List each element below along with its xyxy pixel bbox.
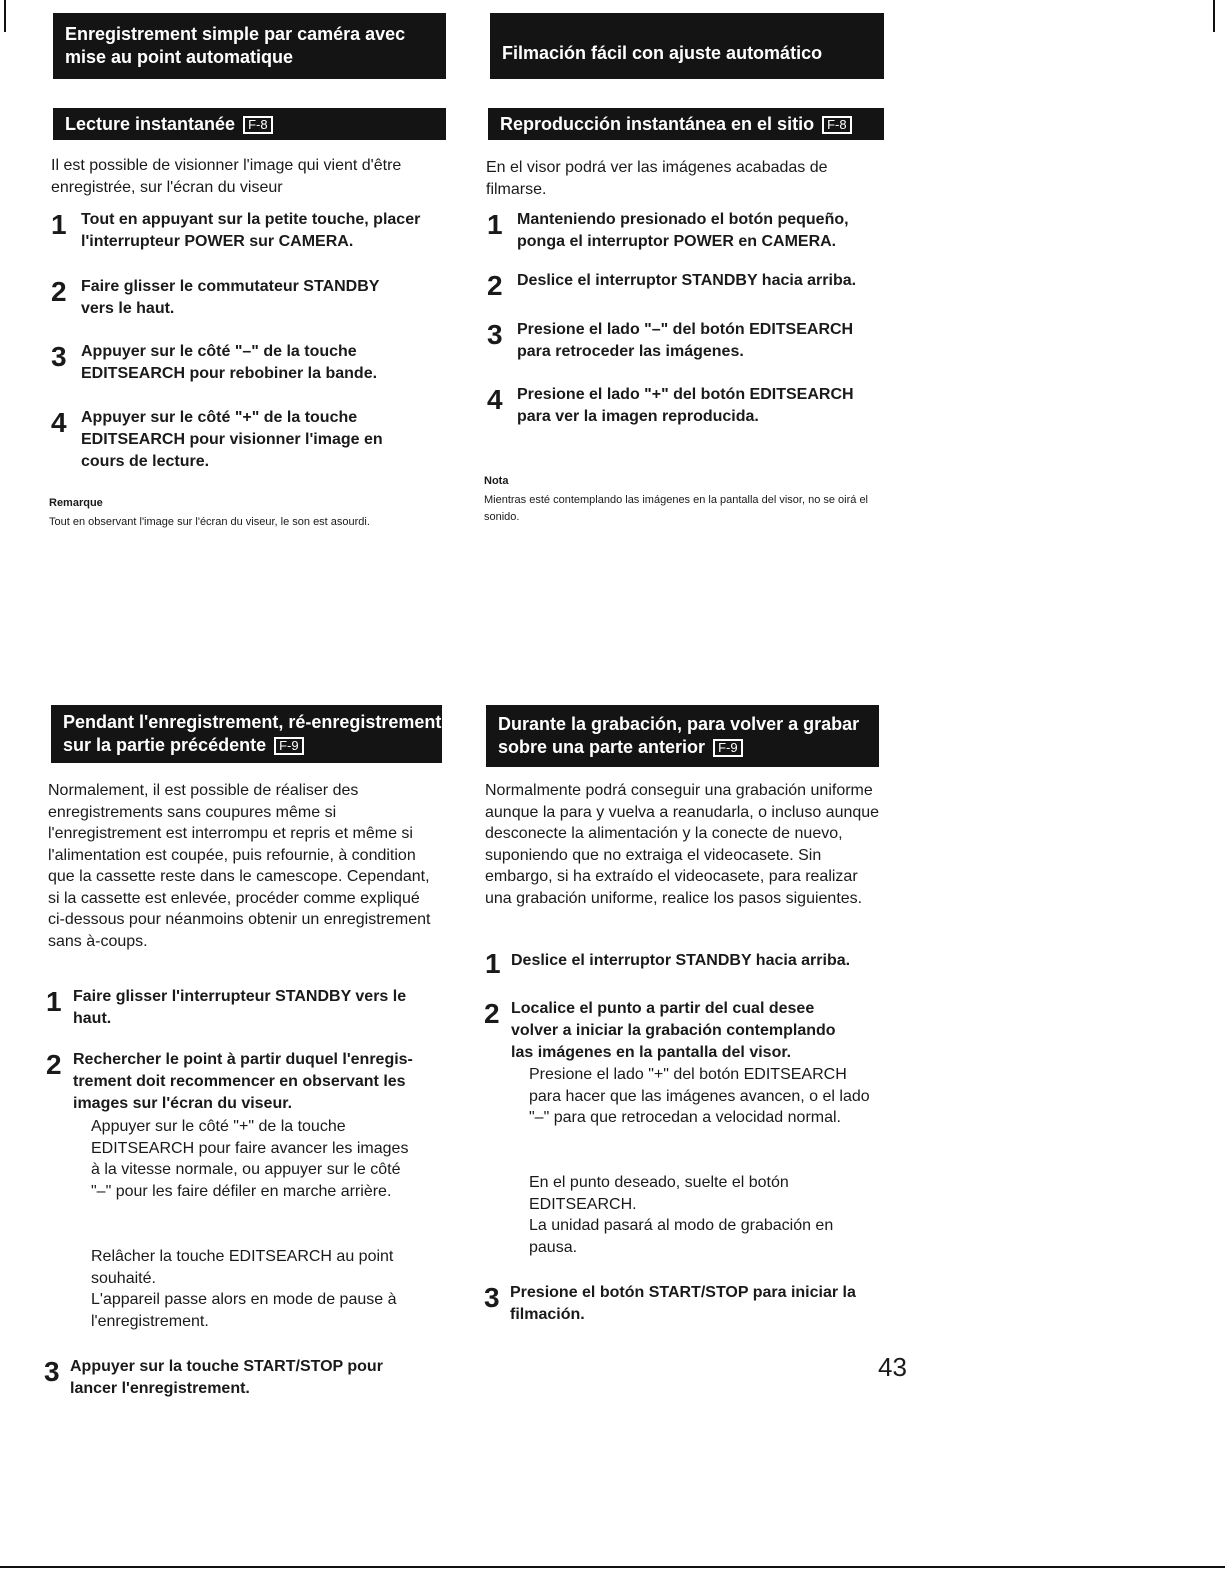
step-number: 1 — [485, 948, 501, 979]
french-section2-title-line2: sur la partie précédente — [63, 735, 267, 755]
step-detail-2: Relâcher la touche EDITSEARCH au point souhaité. L'appareil passe alors en mode de pause à l'enregistrement. — [91, 1248, 397, 1330]
step-text: Appuyer sur la touche START/STOP pour lancer l'enregistrement. — [70, 1358, 383, 1397]
step-text: Faire glisser l'interrupteur STANDBY vers le haut. — [73, 988, 407, 1027]
french-note-text: Tout en observant l'image sur l'écran du viseur, le son est asourdi. — [49, 516, 370, 528]
french-section2-title — [51, 705, 442, 763]
spanish-section1-intro: En el visor podrá ver las imágenes acabadas de filmarse. — [486, 159, 828, 198]
step-text: Deslice el interruptor STANDBY hacia arriba. — [517, 272, 857, 289]
spanish-chapter-header — [490, 13, 884, 79]
step-text: Localice el punto a partir del cual desee volver a iniciar la grabación contemplando las imágenes en la pantalla del visor. — [511, 1000, 836, 1061]
step-text: Presione el lado "+" del botón EDITSEARCH para ver la imagen reproducida. — [517, 386, 854, 425]
step-text: Deslice el interruptor STANDBY hacia arriba. — [511, 952, 851, 969]
french-section1-intro: Il est possible de visionner l'image qui vient d'être enregistrée, sur l'écran du viseur — [51, 157, 402, 196]
step-number: 4 — [51, 407, 67, 438]
spanish-section2-title-line2: sobre una parte anterior — [498, 737, 706, 757]
french-section1-title — [53, 108, 446, 140]
step-text: Appuyer sur le côté "–" de la touche EDITSEARCH pour rebobiner la bande. — [81, 343, 378, 382]
spanish-note-title: Nota — [484, 475, 509, 487]
spanish-section2-title-line1: Durante la grabación, para volver a grabar — [498, 714, 860, 734]
spanish-section1-title-text: Reproducción instantánea en el sitio — [500, 113, 815, 134]
page-edge-bottom — [0, 1566, 1225, 1568]
step-number: 3 — [51, 341, 67, 372]
figure-ref-badge: F-8 — [822, 116, 852, 134]
french-chapter-header-line2: mise au point automatique — [65, 47, 294, 67]
step-text: Rechercher le point à partir duquel l'enregis-trement doit recommencer en observant les images sur l'écran du viseur. — [73, 1051, 413, 1112]
step-detail-1: Presione el lado "+" del botón EDITSEARCH para hacer que las imágenes avancen, o el lado "–" para que retrocedan a velocidad normal. — [529, 1066, 870, 1126]
french-chapter-header — [53, 13, 446, 79]
step-number: 2 — [487, 270, 503, 301]
french-note-title: Remarque — [49, 497, 103, 509]
step-text: Tout en appuyant sur la petite touche, placer l'interrupteur POWER sur CAMERA. — [81, 211, 421, 250]
step-number: 1 — [51, 209, 67, 240]
figure-ref-badge: F-9 — [713, 739, 743, 757]
step-text: Faire glisser le commutateur STANDBY vers le haut. — [81, 278, 380, 317]
step-number: 2 — [51, 276, 67, 307]
step-number: 3 — [487, 319, 503, 350]
figure-ref-badge: F-9 — [274, 737, 304, 755]
step-detail-1: Appuyer sur le côté "+" de la touche EDITSEARCH pour faire avancer les images à la vitesse normale, ou appuyer sur le côté "–" pour les faire défiler en marche arrière. — [91, 1118, 409, 1200]
figure-ref-badge: F-8 — [243, 116, 273, 134]
page-edge-right — [1213, 0, 1215, 32]
step-text: Presione el lado "–" del botón EDITSEARCH para retroceder las imágenes. — [517, 321, 854, 360]
french-section2-title-line1: Pendant l'enregistrement, ré-enregistrement — [63, 712, 442, 732]
spanish-chapter-header-line1: Filmación fácil con ajuste automático — [502, 42, 823, 63]
french-section1-title-text: Lecture instantanée — [65, 113, 236, 134]
step-number: 1 — [487, 209, 503, 240]
step-detail-2: En el punto deseado, suelte el botón EDITSEARCH. La unidad pasará al modo de grabación en pausa. — [529, 1174, 834, 1256]
spanish-note-text: Mientras esté contemplando las imágenes en la pantalla del visor, no se oirá el sonido. — [484, 494, 869, 523]
french-section2-intro: Normalement, il est possible de réaliser des enregistrements sans coupures même si l'enregistrement est interrompu et repris et même si l'alimentation est coupée, puis refournie, à condition que la cassette reste dans le camescope. Cependant, si la cassette est enlevée, procéder comme expliqué ci-dessous pour néanmoins obtenir un enregistrement sans à-coups. — [48, 782, 431, 950]
page-edge-left — [4, 0, 6, 32]
step-text: Presione el botón START/STOP para iniciar la filmación. — [510, 1284, 856, 1323]
step-number: 1 — [46, 986, 62, 1017]
french-chapter-header-line1: Enregistrement simple par caméra avec — [65, 24, 406, 44]
step-number: 3 — [44, 1356, 60, 1387]
spanish-section2-intro: Normalmente podrá conseguir una grabación uniforme aunque la para y vuelva a reanudarla, o incluso aunque desconecte la alimentación y la conecte de nuevo, suponiendo que no extraiga el videocasete. Sin embargo, si ha extraído el videocasete, para realizar una grabación uniforme, realice los pasos siguientes. — [485, 782, 880, 907]
step-text: Manteniendo presionado el botón pequeño, ponga el interruptor POWER en CAMERA. — [517, 211, 849, 250]
spanish-section2-title — [486, 705, 879, 767]
step-number: 2 — [484, 998, 500, 1029]
page-number: 43 — [878, 1352, 907, 1382]
step-number: 3 — [484, 1282, 500, 1313]
step-text: Appuyer sur le côté "+" de la touche EDITSEARCH pour visionner l'image en cours de lecture. — [81, 409, 383, 470]
step-number: 4 — [487, 384, 503, 415]
spanish-section1-title — [488, 108, 884, 140]
step-number: 2 — [46, 1049, 62, 1080]
